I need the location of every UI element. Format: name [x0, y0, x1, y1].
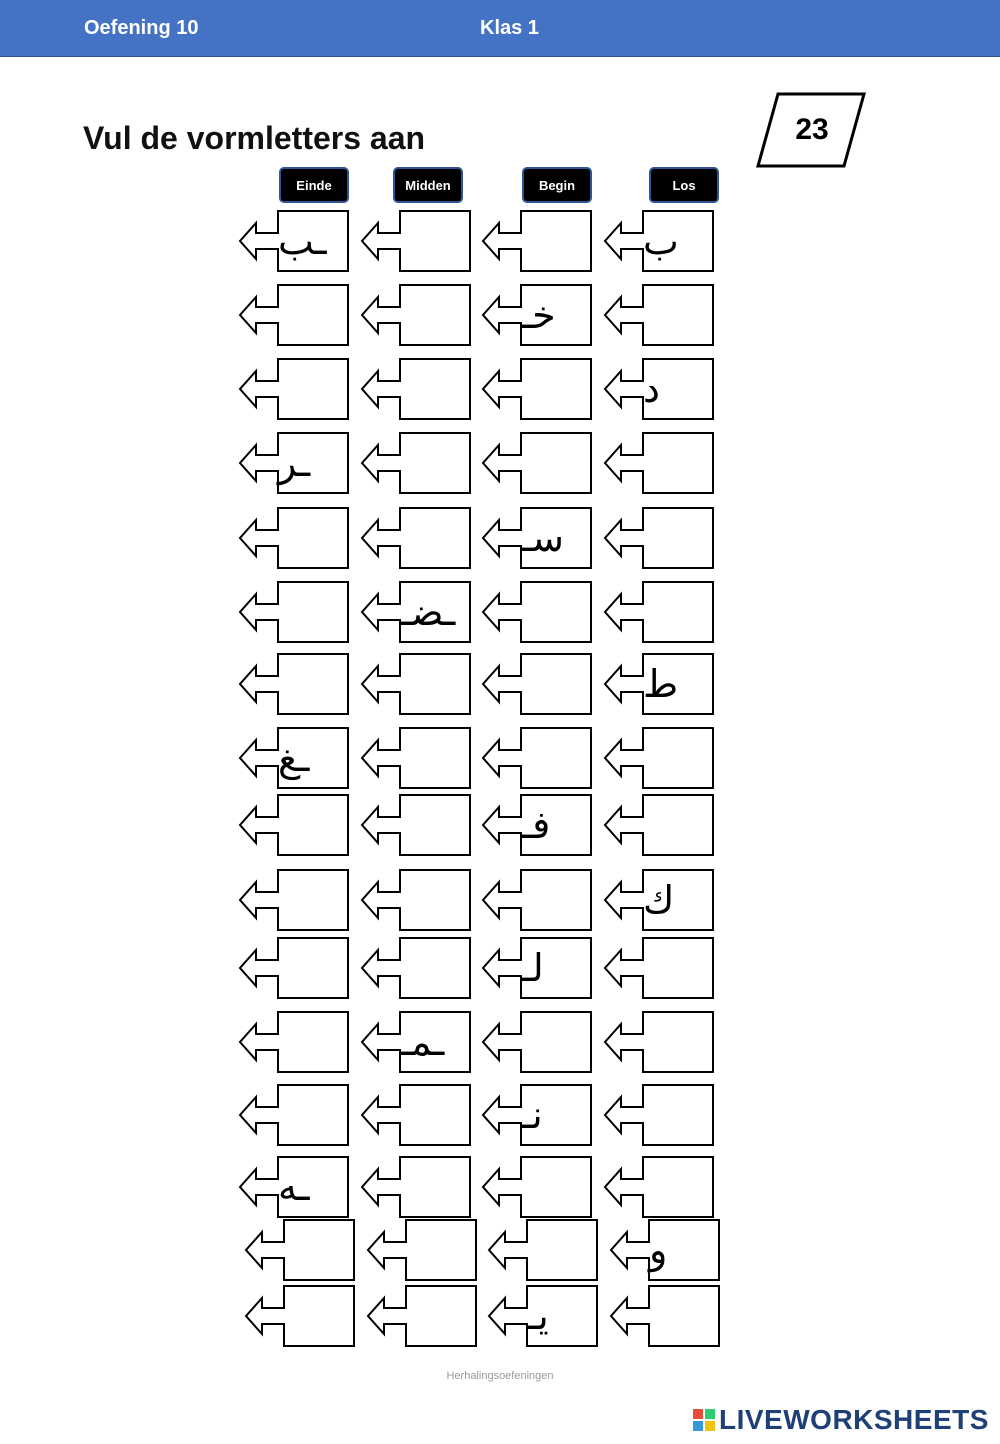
letter-value — [643, 937, 713, 999]
letter-box-begin[interactable] — [481, 581, 593, 643]
letter-box-midden[interactable] — [366, 1285, 478, 1347]
class-label: Klas 1 — [480, 17, 539, 39]
letter-value: و — [649, 1228, 668, 1272]
letter-box-einde[interactable] — [238, 210, 350, 272]
letter-value: ط — [643, 662, 679, 706]
brand-icon — [693, 1409, 715, 1431]
letter-box-midden[interactable] — [360, 432, 472, 494]
letter-box-begin[interactable] — [481, 210, 593, 272]
letter-value — [527, 1219, 597, 1281]
letter-value — [406, 1285, 476, 1347]
letter-box-los[interactable] — [603, 210, 715, 272]
letter-value — [521, 432, 591, 494]
letter-value — [521, 869, 591, 931]
letter-value — [400, 794, 470, 856]
column-header-midden: Midden — [393, 167, 463, 203]
letter-value — [643, 507, 713, 569]
letter-value: ـضـ — [400, 590, 456, 634]
letter-value — [400, 507, 470, 569]
letter-value — [400, 1156, 470, 1218]
letter-box-midden[interactable] — [360, 869, 472, 931]
letter-box-begin[interactable] — [487, 1219, 599, 1281]
letter-box-los[interactable] — [603, 1084, 715, 1146]
letter-box-einde[interactable] — [238, 507, 350, 569]
letter-box-begin[interactable] — [481, 284, 593, 346]
letter-value: ـه — [278, 1165, 310, 1209]
letter-value — [278, 1011, 348, 1073]
letter-box-los[interactable] — [603, 1011, 715, 1073]
page-number: 23 — [795, 113, 829, 146]
letter-box-los[interactable] — [603, 1156, 715, 1218]
letter-box-midden[interactable] — [360, 507, 472, 569]
letter-value — [400, 284, 470, 346]
letter-value: لـ — [521, 946, 544, 990]
letter-box-begin[interactable] — [481, 1156, 593, 1218]
letter-value — [521, 210, 591, 272]
letter-box-begin[interactable] — [481, 869, 593, 931]
letter-value — [400, 210, 470, 272]
letter-box-midden[interactable] — [360, 358, 472, 420]
letter-value — [643, 1011, 713, 1073]
letter-value — [521, 1156, 591, 1218]
letter-value: يـ — [527, 1294, 549, 1338]
column-header-los: Los — [649, 167, 719, 203]
letter-box-midden[interactable] — [360, 1011, 472, 1073]
letter-value — [649, 1285, 719, 1347]
letter-value — [643, 794, 713, 856]
footer-text: Herhalingsoefeningen — [446, 1370, 554, 1382]
letter-value — [521, 581, 591, 643]
letter-value: ـب — [278, 219, 327, 263]
letter-box-einde[interactable] — [238, 1156, 350, 1218]
letter-box-einde[interactable] — [238, 653, 350, 715]
letter-box-los[interactable] — [603, 794, 715, 856]
letter-box-midden[interactable] — [360, 794, 472, 856]
letter-box-los[interactable] — [603, 653, 715, 715]
exercise-label: Oefening 10 — [84, 17, 199, 39]
letter-box-midden[interactable] — [360, 727, 472, 789]
letter-value — [643, 284, 713, 346]
letter-value — [278, 284, 348, 346]
letter-box-begin[interactable] — [481, 358, 593, 420]
letter-value — [284, 1285, 354, 1347]
letter-value — [400, 869, 470, 931]
letter-box-midden[interactable] — [360, 581, 472, 643]
letter-value — [521, 1011, 591, 1073]
letter-box-einde[interactable] — [244, 1285, 356, 1347]
letter-box-einde[interactable] — [238, 869, 350, 931]
letter-value — [278, 794, 348, 856]
letter-value — [400, 432, 470, 494]
letter-value — [643, 432, 713, 494]
letter-value: د — [643, 367, 660, 411]
letter-box-einde[interactable] — [238, 432, 350, 494]
letter-box-los[interactable] — [603, 358, 715, 420]
letter-value — [643, 581, 713, 643]
letter-value — [400, 358, 470, 420]
letter-box-begin[interactable] — [481, 653, 593, 715]
letter-value — [643, 727, 713, 789]
letter-box-los[interactable] — [603, 727, 715, 789]
letter-value — [278, 937, 348, 999]
letter-box-midden[interactable] — [360, 1084, 472, 1146]
letter-box-los[interactable] — [609, 1285, 721, 1347]
letter-value: ك — [643, 878, 675, 922]
letter-box-einde[interactable] — [238, 358, 350, 420]
brand-logo — [693, 1404, 989, 1436]
letter-box-einde[interactable] — [238, 727, 350, 789]
letter-value — [278, 581, 348, 643]
letter-value — [278, 869, 348, 931]
letter-value — [278, 358, 348, 420]
letter-box-begin[interactable] — [481, 1084, 593, 1146]
letter-box-los[interactable] — [603, 432, 715, 494]
letter-value — [521, 653, 591, 715]
letter-value: سـ — [521, 516, 564, 560]
letter-box-midden[interactable] — [360, 210, 472, 272]
letter-value — [278, 507, 348, 569]
letter-box-einde[interactable] — [244, 1219, 356, 1281]
letter-box-los[interactable] — [603, 937, 715, 999]
letter-value — [643, 1156, 713, 1218]
letter-box-einde[interactable] — [238, 794, 350, 856]
letter-box-einde[interactable] — [238, 1011, 350, 1073]
letter-value — [278, 1084, 348, 1146]
letter-box-los[interactable] — [609, 1219, 721, 1281]
letter-value — [643, 1084, 713, 1146]
page-number-badge — [756, 92, 868, 168]
letter-box-einde[interactable] — [238, 1084, 350, 1146]
letter-value — [278, 653, 348, 715]
letter-value: ـر — [278, 441, 311, 485]
letter-value: خـ — [521, 293, 556, 337]
letter-value — [406, 1219, 476, 1281]
letter-value — [400, 653, 470, 715]
letter-box-begin[interactable] — [481, 937, 593, 999]
letter-value — [521, 358, 591, 420]
letter-value — [521, 727, 591, 789]
letter-value: ب — [643, 219, 679, 263]
letter-value: ـغ — [278, 736, 310, 780]
letter-box-midden[interactable] — [360, 1156, 472, 1218]
column-header-begin: Begin — [522, 167, 592, 203]
letter-box-los[interactable] — [603, 869, 715, 931]
letter-box-einde[interactable] — [238, 937, 350, 999]
letter-box-begin[interactable] — [481, 727, 593, 789]
letter-box-los[interactable] — [603, 581, 715, 643]
letter-box-begin[interactable] — [481, 1011, 593, 1073]
letter-box-begin[interactable] — [481, 432, 593, 494]
letter-value: نـ — [521, 1093, 543, 1137]
letter-value: ـمـ — [400, 1020, 445, 1064]
letter-box-los[interactable] — [603, 507, 715, 569]
letter-box-midden[interactable] — [360, 937, 472, 999]
letter-value — [400, 727, 470, 789]
letter-box-einde[interactable] — [238, 284, 350, 346]
letter-value — [400, 937, 470, 999]
letter-box-midden[interactable] — [360, 653, 472, 715]
letter-box-begin[interactable] — [481, 794, 593, 856]
page-title: Vul de vormletters aan — [83, 120, 426, 156]
letter-box-begin[interactable] — [487, 1285, 599, 1347]
letter-value — [284, 1219, 354, 1281]
column-header-einde: Einde — [279, 167, 349, 203]
letter-box-begin[interactable] — [481, 507, 593, 569]
letter-box-los[interactable] — [603, 284, 715, 346]
letter-value — [400, 1084, 470, 1146]
letter-box-midden[interactable] — [366, 1219, 478, 1281]
letter-value: فـ — [521, 803, 551, 847]
brand-name: LIVEWORKSHEETS — [719, 1404, 989, 1435]
header-bar — [0, 0, 1000, 57]
letter-box-midden[interactable] — [360, 284, 472, 346]
letter-box-einde[interactable] — [238, 581, 350, 643]
